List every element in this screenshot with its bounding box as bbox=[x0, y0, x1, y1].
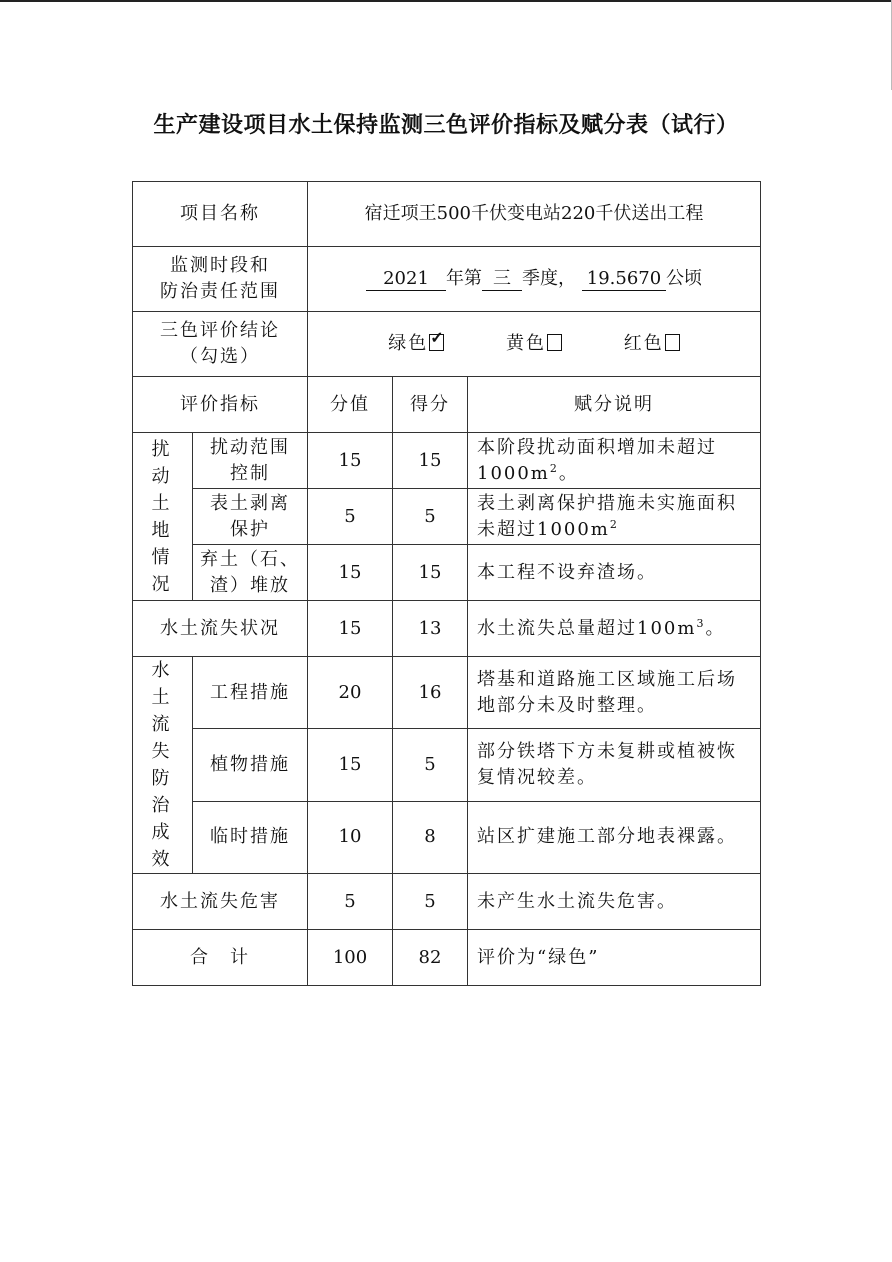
superscript: 3 bbox=[696, 616, 706, 630]
item-name-line1: 弃土（石、 bbox=[200, 548, 300, 570]
item-name: 植物措施 bbox=[193, 729, 308, 801]
conclusion-row bbox=[133, 312, 761, 377]
group-control bbox=[133, 657, 193, 874]
table-row bbox=[133, 729, 761, 801]
item-name-line2: 保护 bbox=[230, 518, 270, 540]
item-desc-text: 本阶段扰动面积增加未超过1000m bbox=[477, 436, 717, 484]
item-desc: 未产生水土流失危害。 bbox=[468, 874, 761, 930]
table-row bbox=[133, 601, 761, 657]
page-title: 生产建设项目水土保持监测三色评价指标及赋分表（试行） bbox=[153, 112, 739, 138]
item-score: 15 bbox=[308, 601, 393, 657]
item-desc-text: 表土剥离保护措施未实施面积未超过1000m bbox=[477, 492, 737, 540]
item-got: 8 bbox=[393, 801, 468, 873]
header-indicator: 评价指标 bbox=[133, 377, 308, 433]
item-got: 16 bbox=[393, 657, 468, 729]
period-row bbox=[133, 247, 761, 312]
quarter-suffix: 季度， bbox=[522, 268, 576, 289]
item-got: 5 bbox=[393, 874, 468, 930]
conclusion-label bbox=[133, 312, 308, 377]
green-checkbox[interactable] bbox=[429, 328, 446, 351]
conclusion-label-line2: （勾选） bbox=[180, 346, 260, 367]
table-row bbox=[133, 545, 761, 601]
item-name-line1: 表土剥离 bbox=[210, 492, 290, 514]
item-name bbox=[193, 545, 308, 601]
header-desc: 赋分说明 bbox=[468, 377, 761, 433]
total-label: 合 计 bbox=[133, 930, 308, 986]
conclusion-label-line1: 三色评价结论 bbox=[160, 320, 280, 341]
item-name: 水土流失状况 bbox=[133, 601, 308, 657]
red-label: 红色 bbox=[623, 333, 664, 354]
project-label: 项目名称 bbox=[133, 182, 308, 247]
table-row bbox=[133, 801, 761, 873]
total-got: 82 bbox=[393, 930, 468, 986]
table-row bbox=[133, 489, 761, 545]
quarter-value: 三 bbox=[482, 268, 522, 291]
item-desc bbox=[468, 433, 761, 489]
table-row bbox=[133, 433, 761, 489]
item-score: 5 bbox=[308, 489, 393, 545]
superscript: 2 bbox=[609, 517, 619, 531]
project-row bbox=[133, 182, 761, 247]
item-desc: 站区扩建施工部分地表裸露。 bbox=[468, 801, 761, 873]
item-got: 13 bbox=[393, 601, 468, 657]
header-got: 得分 bbox=[393, 377, 468, 433]
item-desc: 部分铁塔下方未复耕或植被恢复情况较差。 bbox=[468, 729, 761, 801]
item-score: 15 bbox=[308, 545, 393, 601]
item-got: 15 bbox=[393, 433, 468, 489]
item-desc: 本工程不设弃渣场。 bbox=[468, 545, 761, 601]
green-label: 绿色 bbox=[388, 333, 429, 354]
item-got: 15 bbox=[393, 545, 468, 601]
header-score: 分值 bbox=[308, 377, 393, 433]
evaluation-table bbox=[132, 181, 761, 986]
total-desc: 评价为“绿色” bbox=[468, 930, 761, 986]
item-got: 5 bbox=[393, 489, 468, 545]
item-desc-tail: 。 bbox=[558, 462, 579, 484]
period-label-line1: 监测时段和 bbox=[170, 255, 270, 276]
item-score: 15 bbox=[308, 729, 393, 801]
area-unit: 公顷 bbox=[666, 268, 702, 289]
total-row bbox=[133, 930, 761, 986]
period-label-line2: 防治责任范围 bbox=[160, 281, 280, 302]
period-value bbox=[308, 247, 761, 312]
group-disturb bbox=[133, 433, 193, 601]
yellow-label: 黄色 bbox=[506, 333, 546, 354]
item-got: 5 bbox=[393, 729, 468, 801]
item-name-line2: 渣）堆放 bbox=[210, 574, 290, 596]
total-score: 100 bbox=[308, 930, 393, 986]
item-desc bbox=[468, 601, 761, 657]
red-checkbox[interactable] bbox=[665, 334, 680, 351]
item-name: 工程措施 bbox=[193, 657, 308, 729]
project-name: 宿迁项王500千伏变电站220千伏送出工程 bbox=[308, 182, 761, 247]
item-desc-tail: 。 bbox=[705, 617, 726, 639]
period-label bbox=[133, 247, 308, 312]
year-value: 2021 bbox=[366, 268, 446, 291]
item-name: 临时措施 bbox=[193, 801, 308, 873]
check-icon: ✓ bbox=[430, 328, 446, 347]
item-score: 20 bbox=[308, 657, 393, 729]
item-score: 10 bbox=[308, 801, 393, 873]
item-score: 15 bbox=[308, 433, 393, 489]
superscript: 2 bbox=[549, 461, 559, 475]
item-desc bbox=[468, 489, 761, 545]
item-name bbox=[193, 489, 308, 545]
item-score: 5 bbox=[308, 874, 393, 930]
item-name: 水土流失危害 bbox=[133, 874, 308, 930]
yellow-checkbox[interactable] bbox=[547, 334, 562, 351]
group-disturb-label: 扰动土地情况 bbox=[151, 438, 174, 595]
item-desc: 塔基和道路施工区域施工后场地部分未及时整理。 bbox=[468, 657, 761, 729]
table-row bbox=[133, 874, 761, 930]
header-row bbox=[133, 377, 761, 433]
green-option[interactable] bbox=[388, 328, 446, 357]
yellow-option[interactable] bbox=[506, 331, 562, 357]
red-option[interactable] bbox=[624, 331, 680, 357]
item-name-line1: 扰动范围 bbox=[210, 436, 290, 458]
table-row bbox=[133, 657, 761, 729]
item-name-line2: 控制 bbox=[230, 462, 270, 484]
conclusion-options bbox=[308, 312, 761, 377]
area-value: 19.5670 bbox=[582, 268, 666, 291]
year-suffix: 年第 bbox=[446, 268, 482, 289]
top-border bbox=[0, 0, 892, 2]
item-name bbox=[193, 433, 308, 489]
item-desc-text: 水土流失总量超过100m bbox=[477, 617, 697, 639]
group-control-label: 水土流失防治成效 bbox=[151, 660, 174, 870]
